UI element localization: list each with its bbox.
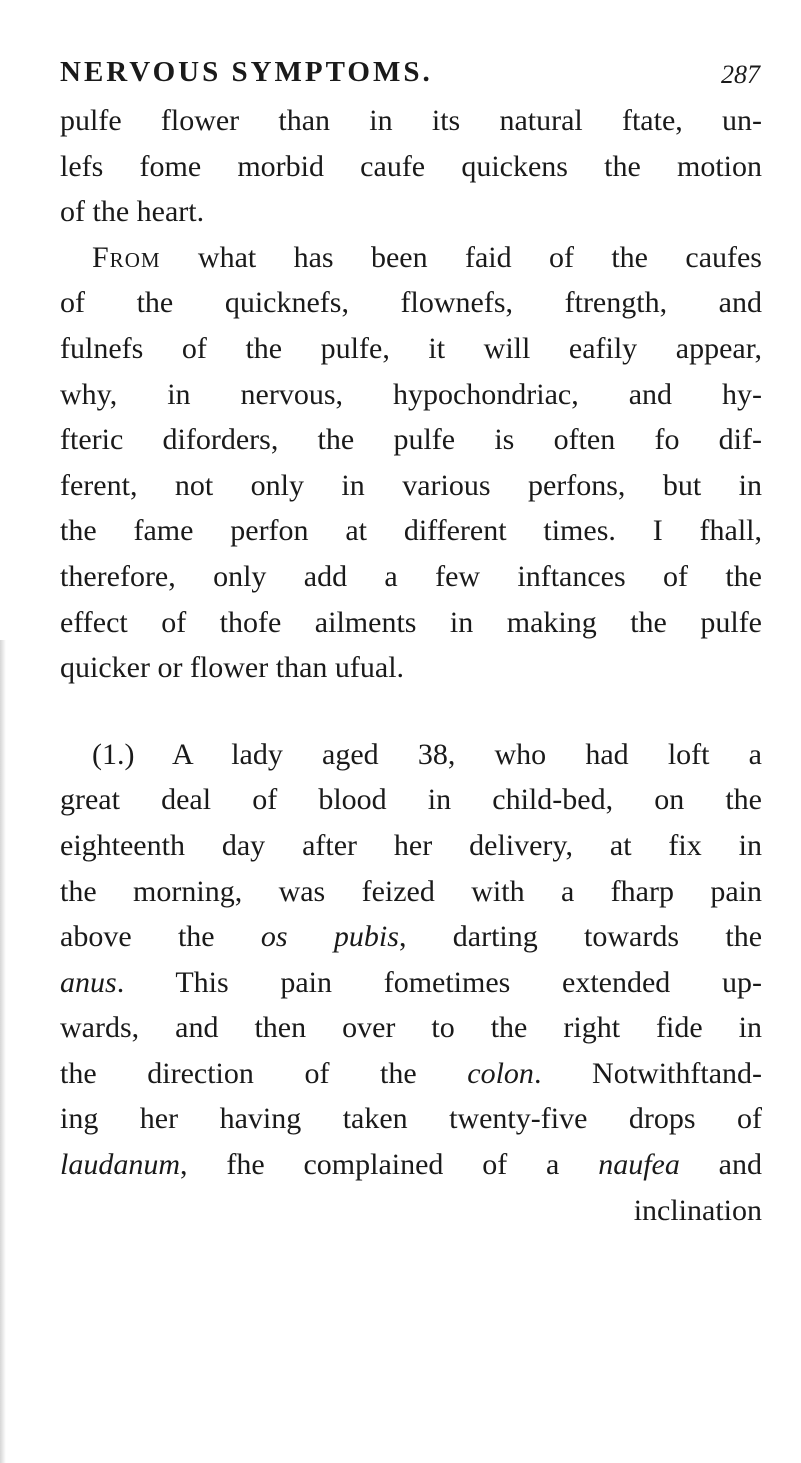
text-line: of the heart. [60,195,205,229]
text-line: ferent, not only in various perfons, but in [60,468,762,502]
text-span: and [679,1148,763,1182]
text-line: of the quicknefs, flownefs, ftrength, and [60,286,762,320]
text-line [60,235,762,281]
text-line [60,914,762,960]
text-span: , darting towards the [398,920,763,954]
text-line: therefore, only add a few inftances of the [60,559,762,593]
running-head [60,56,760,96]
text-line [60,1051,762,1097]
text-span: . Notwithftand- [533,1056,762,1090]
text-line: why, in nervous, hypochondriac, and hy- [60,377,762,411]
text-line: great deal of blood in child-bed, on the [60,783,762,817]
text-line: wards, and then over to the right fide in [60,1011,762,1045]
text-line: quicker or flower than ufual. [60,651,405,685]
body-text [60,98,762,1233]
italic-term: colon [467,1056,534,1090]
text-line: the fame perfon at different times. I fhall, [60,514,762,548]
text-line: ing her having taken twenty-five drops of [60,1102,762,1136]
italic-term: anus [60,965,117,999]
running-head-title: NERVOUS SYMPTOMS. [60,56,433,88]
text-line: effect of thofe ailments in making the pulfe [60,605,762,639]
text-line [60,960,762,1006]
small-caps-lead: From [92,240,161,274]
paragraph-gap [60,691,762,732]
italic-term: os pubis [260,920,399,954]
text-line: (1.) A lady aged 38, who had loft a [92,737,762,771]
text-span: , fhe complained of a [180,1148,599,1182]
text-line: pulfe flower than in its natural ftate, un- [60,104,762,137]
text-span: what has been faid of the caufes [197,240,762,274]
text-span: the direction of the [60,1056,468,1090]
page-gutter-shadow [0,640,6,1463]
text-span: . This pain fometimes extended up- [116,965,762,999]
text-line: fulnefs of the pulfe, it will eafily appear, [60,331,762,365]
page-number: 287 [721,60,760,89]
text-line: fteric diforders, the pulfe is often fo dif- [60,423,762,457]
italic-term: laudanum [60,1148,180,1182]
italic-term: naufea [598,1148,680,1182]
text-line: the morning, was feized with a fharp pain [60,874,762,908]
text-line: eighteenth day after her delivery, at fix in [60,828,762,862]
text-span: above the [60,920,261,954]
text-line: lefs fome morbid caufe quickens the motion [60,149,762,183]
catchword: inclination [633,1193,762,1227]
text-line [60,1142,762,1188]
